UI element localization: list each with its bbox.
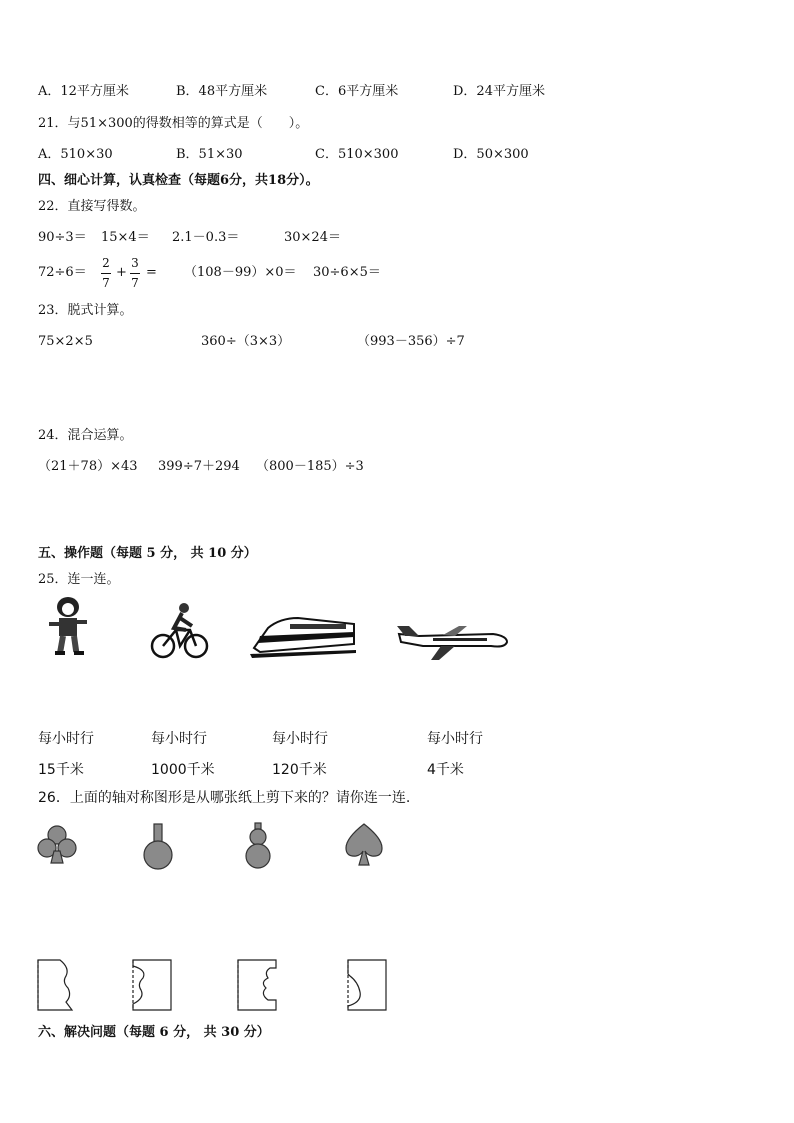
q26-stem: 26．上面的轴对称图形是从哪张纸上剪下来的？请你连一连. — [38, 790, 411, 806]
gourd-shape-icon — [243, 822, 273, 870]
q23-item-3: （993－356）÷7 — [357, 334, 465, 349]
speed-value-4: 4千米 — [427, 762, 464, 778]
q23-item-1: 75×2×5 — [38, 334, 93, 349]
q23-item-2: 360÷（3×3） — [201, 334, 291, 349]
speed-label-4: 每小时行 — [427, 731, 483, 747]
folded-paper-3 — [236, 958, 278, 1012]
q21-option-d: D．50×300 — [453, 147, 529, 162]
speed-label-2: 每小时行 — [151, 731, 207, 747]
section-6-heading: 六、解决问题（每题 6 分， 共 30 分） — [38, 1025, 270, 1040]
folded-paper-1 — [36, 958, 78, 1012]
q23-stem: 23．脱式计算。 — [38, 303, 133, 318]
q21-option-b: B．51×30 — [176, 147, 243, 162]
train-picture — [250, 610, 358, 660]
fraction-1-bar — [101, 273, 111, 274]
fraction-2-denominator: 7 — [131, 276, 139, 290]
cyclist-picture — [150, 600, 210, 662]
spade-shape-icon — [342, 822, 386, 868]
folded-paper-4 — [346, 958, 390, 1012]
speed-value-2: 1000千米 — [151, 762, 215, 778]
equals-sign: = — [146, 265, 157, 280]
q21-option-c: C．510×300 — [315, 147, 399, 162]
speed-label-1: 每小时行 — [38, 731, 94, 747]
q20-option-d: D．24平方厘米 — [453, 84, 545, 99]
q24-stem: 24．混合运算。 — [38, 428, 133, 443]
fraction-1-numerator: 2 — [102, 256, 110, 270]
fraction-2-bar — [130, 273, 140, 274]
airplane-picture — [393, 618, 509, 662]
q22-item-1: 90÷3＝ — [38, 230, 87, 245]
speed-value-3: 120千米 — [272, 762, 327, 778]
q24-item-3: （800－185）÷3 — [256, 459, 364, 474]
q25-stem: 25．连一连。 — [38, 572, 120, 587]
q22-item-5: 72÷6＝ — [38, 265, 87, 280]
q21-stem: 21．与51×300的得数相等的算式是（ ）。 — [38, 116, 309, 131]
section-4-heading: 四、细心计算，认真检查（每题6分，共18分）。 — [38, 173, 319, 188]
q22-stem: 22．直接写得数。 — [38, 199, 146, 214]
speed-value-1: 15千米 — [38, 762, 84, 778]
club-shape-icon — [37, 825, 77, 867]
speed-label-3: 每小时行 — [272, 731, 328, 747]
q24-item-2: 399÷7＋294 — [158, 459, 240, 474]
q22-item-8: 30÷6×5＝ — [313, 265, 381, 280]
plus-sign: + — [116, 265, 127, 280]
fraction-1-denominator: 7 — [102, 276, 110, 290]
ladle-shape-icon — [140, 823, 176, 871]
q20-option-c: C．6平方厘米 — [315, 84, 399, 99]
q20-option-a: A．12平方厘米 — [38, 84, 129, 99]
child-walking-picture — [45, 596, 91, 658]
section-5-heading: 五、操作题（每题 5 分， 共 10 分） — [38, 546, 257, 561]
q22-item-2: 15×4＝ — [101, 230, 150, 245]
q21-option-a: A．510×30 — [38, 147, 113, 162]
q24-item-1: （21＋78）×43 — [38, 459, 138, 474]
q22-item-7: （108－99）×0＝ — [184, 265, 297, 280]
fraction-2-numerator: 3 — [131, 256, 139, 270]
folded-paper-2 — [131, 958, 173, 1012]
q22-item-3: 2.1－0.3＝ — [172, 230, 240, 245]
q20-option-b: B．48平方厘米 — [176, 84, 268, 99]
q22-item-4: 30×24＝ — [284, 230, 341, 245]
